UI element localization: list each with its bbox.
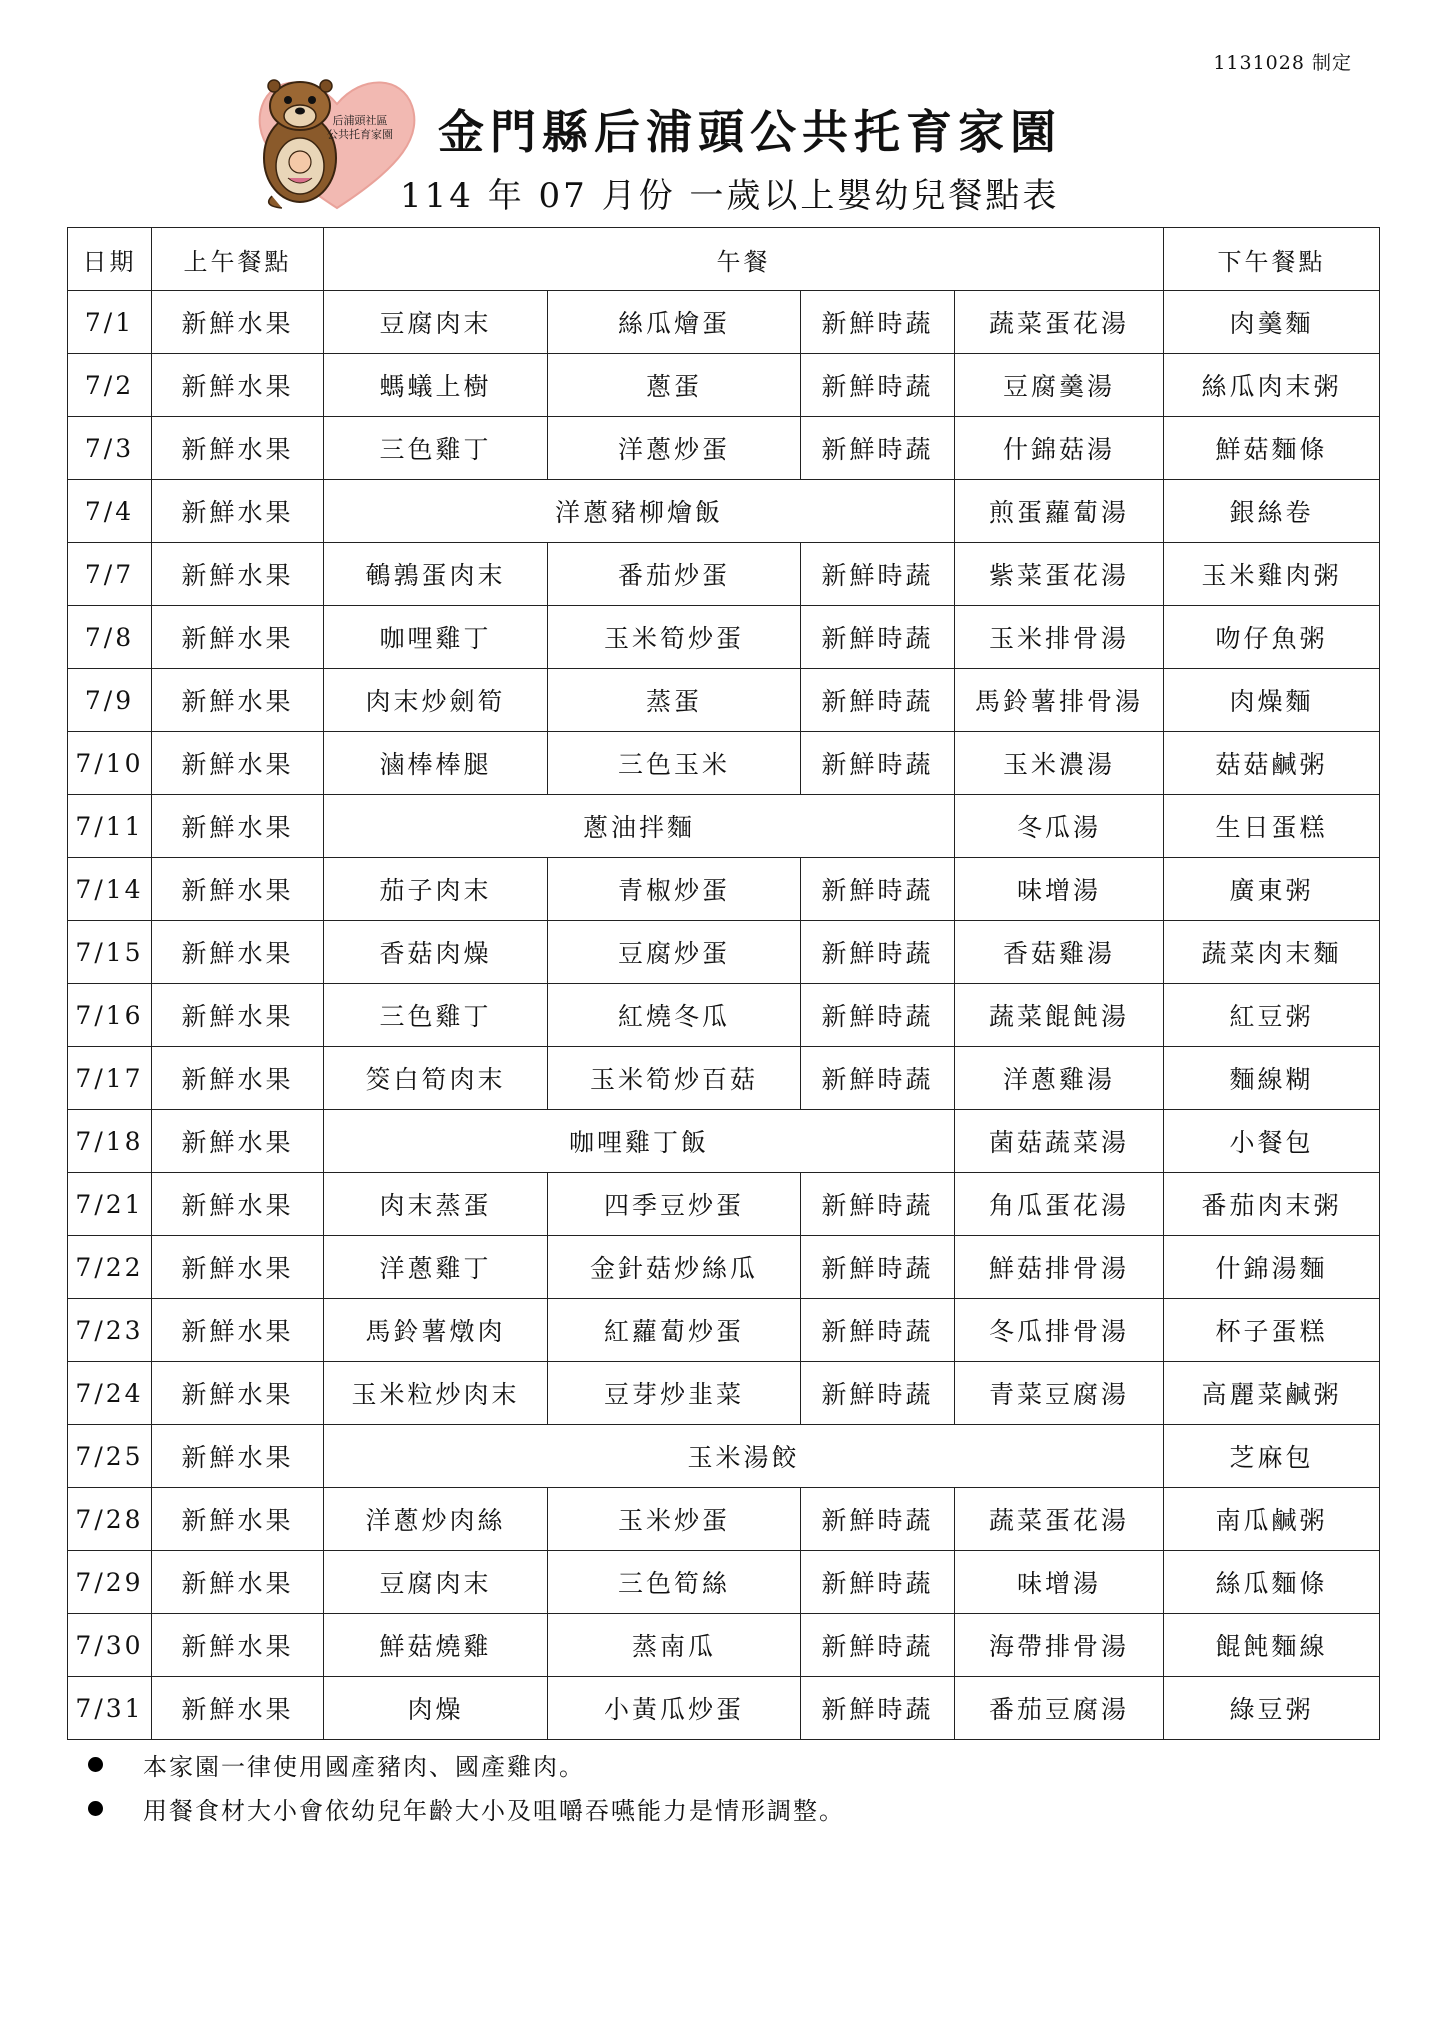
lunch-vegetable-cell: 新鮮時蔬 <box>801 921 955 984</box>
lunch-soup-cell: 番茄豆腐湯 <box>955 1677 1164 1740</box>
lunch-vegetable-cell: 新鮮時蔬 <box>801 732 955 795</box>
lunch-side-cell: 紅燒冬瓜 <box>548 984 801 1047</box>
date-cell: 7/16 <box>68 984 152 1047</box>
morning-snack-cell: 新鮮水果 <box>152 858 324 921</box>
table-row <box>68 984 1380 1047</box>
afternoon-snack-cell: 玉米雞肉粥 <box>1164 543 1380 606</box>
lunch-soup-cell: 蔬菜蛋花湯 <box>955 291 1164 354</box>
lunch-soup-cell: 冬瓜排骨湯 <box>955 1299 1164 1362</box>
lunch-vegetable-cell: 新鮮時蔬 <box>801 1614 955 1677</box>
lunch-main-cell: 豆腐肉末 <box>324 1551 548 1614</box>
morning-snack-cell: 新鮮水果 <box>152 1236 324 1299</box>
table-row <box>68 732 1380 795</box>
lunch-vegetable-cell: 新鮮時蔬 <box>801 1299 955 1362</box>
date-cell: 7/25 <box>68 1425 152 1488</box>
lunch-vegetable-cell: 新鮮時蔬 <box>801 1551 955 1614</box>
lunch-side-cell: 玉米筍炒蛋 <box>548 606 801 669</box>
table-row <box>68 858 1380 921</box>
lunch-vegetable-cell: 新鮮時蔬 <box>801 858 955 921</box>
table-row <box>68 1299 1380 1362</box>
afternoon-snack-cell: 絲瓜肉末粥 <box>1164 354 1380 417</box>
bullet-icon <box>88 1801 103 1816</box>
lunch-main-cell: 筊白筍肉末 <box>324 1047 548 1110</box>
lunch-side-cell: 番茄炒蛋 <box>548 543 801 606</box>
lunch-vegetable-cell: 新鮮時蔬 <box>801 1236 955 1299</box>
date-cell: 7/21 <box>68 1173 152 1236</box>
date-cell: 7/11 <box>68 795 152 858</box>
lunch-vegetable-cell: 新鮮時蔬 <box>801 606 955 669</box>
afternoon-snack-cell: 番茄肉末粥 <box>1164 1173 1380 1236</box>
lunch-vegetable-cell: 新鮮時蔬 <box>801 543 955 606</box>
date-cell: 7/7 <box>68 543 152 606</box>
table-row <box>68 543 1380 606</box>
date-cell: 7/30 <box>68 1614 152 1677</box>
afternoon-snack-cell: 芝麻包 <box>1164 1425 1380 1488</box>
lunch-side-cell: 三色筍絲 <box>548 1551 801 1614</box>
morning-snack-cell: 新鮮水果 <box>152 669 324 732</box>
lunch-vegetable-cell: 新鮮時蔬 <box>801 984 955 1047</box>
lunch-main-cell: 香菇肉燥 <box>324 921 548 984</box>
lunch-main-cell: 三色雞丁 <box>324 417 548 480</box>
lunch-side-cell: 紅蘿蔔炒蛋 <box>548 1299 801 1362</box>
note-text: 用餐食材大小會依幼兒年齡大小及咀嚼吞嚥能力是情形調整。 <box>143 1796 845 1825</box>
table-row <box>68 1236 1380 1299</box>
afternoon-snack-cell: 南瓜鹹粥 <box>1164 1488 1380 1551</box>
lunch-side-cell: 豆芽炒韭菜 <box>548 1362 801 1425</box>
morning-snack-cell: 新鮮水果 <box>152 1362 324 1425</box>
note-text: 本家園一律使用國產豬肉、國產雞肉。 <box>143 1752 585 1781</box>
afternoon-snack-cell: 肉羹麵 <box>1164 291 1380 354</box>
lunch-side-cell: 洋蔥炒蛋 <box>548 417 801 480</box>
table-row <box>68 417 1380 480</box>
lunch-soup-cell: 菌菇蔬菜湯 <box>955 1110 1164 1173</box>
lunch-vegetable-cell: 新鮮時蔬 <box>801 1488 955 1551</box>
table-row <box>68 1173 1380 1236</box>
morning-snack-cell: 新鮮水果 <box>152 1551 324 1614</box>
lunch-main-cell: 洋蔥炒肉絲 <box>324 1488 548 1551</box>
lunch-combo-cell: 玉米湯餃 <box>324 1425 1164 1488</box>
lunch-side-cell: 豆腐炒蛋 <box>548 921 801 984</box>
lunch-soup-cell: 冬瓜湯 <box>955 795 1164 858</box>
lunch-soup-cell: 馬鈴薯排骨湯 <box>955 669 1164 732</box>
afternoon-snack-cell: 麵線糊 <box>1164 1047 1380 1110</box>
date-cell: 7/8 <box>68 606 152 669</box>
lunch-soup-cell: 玉米排骨湯 <box>955 606 1164 669</box>
morning-snack-cell: 新鮮水果 <box>152 480 324 543</box>
lunch-main-cell: 咖哩雞丁 <box>324 606 548 669</box>
afternoon-snack-cell: 餛飩麵線 <box>1164 1614 1380 1677</box>
logo-text: 后浦頭社區 公共托育家園 <box>327 114 393 141</box>
lunch-main-cell: 鮮菇燒雞 <box>324 1614 548 1677</box>
morning-snack-cell: 新鮮水果 <box>152 291 324 354</box>
lunch-soup-cell: 蔬菜蛋花湯 <box>955 1488 1164 1551</box>
morning-snack-cell: 新鮮水果 <box>152 1488 324 1551</box>
afternoon-snack-cell: 鮮菇麵條 <box>1164 417 1380 480</box>
table-body <box>68 291 1380 1740</box>
page-subtitle: 114 年 07 月份 一歲以上嬰幼兒餐點表 <box>400 176 1060 216</box>
note-item <box>88 1742 845 1786</box>
afternoon-snack-cell: 杯子蛋糕 <box>1164 1299 1380 1362</box>
morning-snack-cell: 新鮮水果 <box>152 543 324 606</box>
afternoon-snack-cell: 菇菇鹹粥 <box>1164 732 1380 795</box>
morning-snack-cell: 新鮮水果 <box>152 1677 324 1740</box>
page-title: 金門縣后浦頭公共托育家園 <box>438 105 1062 159</box>
bullet-icon <box>88 1757 103 1772</box>
date-cell: 7/1 <box>68 291 152 354</box>
lunch-vegetable-cell: 新鮮時蔬 <box>801 417 955 480</box>
lunch-main-cell: 螞蟻上樹 <box>324 354 548 417</box>
afternoon-snack-cell: 高麗菜鹹粥 <box>1164 1362 1380 1425</box>
lunch-side-cell: 四季豆炒蛋 <box>548 1173 801 1236</box>
header-date: 日期 <box>68 228 152 291</box>
date-cell: 7/29 <box>68 1551 152 1614</box>
morning-snack-cell: 新鮮水果 <box>152 921 324 984</box>
morning-snack-cell: 新鮮水果 <box>152 795 324 858</box>
morning-snack-cell: 新鮮水果 <box>152 1614 324 1677</box>
afternoon-snack-cell: 小餐包 <box>1164 1110 1380 1173</box>
morning-snack-cell: 新鮮水果 <box>152 606 324 669</box>
daycare-logo <box>252 66 422 214</box>
header-afternoon-snack: 下午餐點 <box>1164 228 1380 291</box>
morning-snack-cell: 新鮮水果 <box>152 417 324 480</box>
table-row <box>68 1425 1380 1488</box>
lunch-vegetable-cell: 新鮮時蔬 <box>801 354 955 417</box>
lunch-soup-cell: 青菜豆腐湯 <box>955 1362 1164 1425</box>
lunch-combo-cell: 蔥油拌麵 <box>324 795 955 858</box>
lunch-vegetable-cell: 新鮮時蔬 <box>801 669 955 732</box>
table-row <box>68 480 1380 543</box>
afternoon-snack-cell: 綠豆粥 <box>1164 1677 1380 1740</box>
lunch-main-cell: 馬鈴薯燉肉 <box>324 1299 548 1362</box>
lunch-soup-cell: 角瓜蛋花湯 <box>955 1173 1164 1236</box>
morning-snack-cell: 新鮮水果 <box>152 1047 324 1110</box>
lunch-side-cell: 玉米炒蛋 <box>548 1488 801 1551</box>
date-cell: 7/15 <box>68 921 152 984</box>
morning-snack-cell: 新鮮水果 <box>152 984 324 1047</box>
table-row <box>68 354 1380 417</box>
lunch-soup-cell: 海帶排骨湯 <box>955 1614 1164 1677</box>
date-cell: 7/28 <box>68 1488 152 1551</box>
lunch-main-cell: 鵪鶉蛋肉末 <box>324 543 548 606</box>
lunch-main-cell: 玉米粒炒肉末 <box>324 1362 548 1425</box>
lunch-main-cell: 肉末蒸蛋 <box>324 1173 548 1236</box>
table-row <box>68 1614 1380 1677</box>
date-cell: 7/31 <box>68 1677 152 1740</box>
table-row <box>68 291 1380 354</box>
lunch-side-cell: 青椒炒蛋 <box>548 858 801 921</box>
table-row <box>68 1488 1380 1551</box>
lunch-vegetable-cell: 新鮮時蔬 <box>801 1173 955 1236</box>
morning-snack-cell: 新鮮水果 <box>152 1299 324 1362</box>
lunch-soup-cell: 玉米濃湯 <box>955 732 1164 795</box>
date-cell: 7/9 <box>68 669 152 732</box>
lunch-main-cell: 肉末炒劍筍 <box>324 669 548 732</box>
table-row <box>68 1551 1380 1614</box>
lunch-side-cell: 小黃瓜炒蛋 <box>548 1677 801 1740</box>
lunch-main-cell: 三色雞丁 <box>324 984 548 1047</box>
morning-snack-cell: 新鮮水果 <box>152 1110 324 1173</box>
table-row <box>68 1047 1380 1110</box>
lunch-main-cell: 肉燥 <box>324 1677 548 1740</box>
lunch-soup-cell: 煎蛋蘿蔔湯 <box>955 480 1164 543</box>
lunch-side-cell: 絲瓜燴蛋 <box>548 291 801 354</box>
lunch-soup-cell: 豆腐羹湯 <box>955 354 1164 417</box>
lunch-combo-cell: 咖哩雞丁飯 <box>324 1110 955 1173</box>
morning-snack-cell: 新鮮水果 <box>152 732 324 795</box>
lunch-main-cell: 洋蔥雞丁 <box>324 1236 548 1299</box>
note-item <box>88 1786 845 1830</box>
lunch-soup-cell: 什錦菇湯 <box>955 417 1164 480</box>
date-cell: 7/23 <box>68 1299 152 1362</box>
table-header-row <box>68 228 1380 291</box>
lunch-side-cell: 三色玉米 <box>548 732 801 795</box>
afternoon-snack-cell: 紅豆粥 <box>1164 984 1380 1047</box>
lunch-soup-cell: 蔬菜餛飩湯 <box>955 984 1164 1047</box>
lunch-side-cell: 蒸南瓜 <box>548 1614 801 1677</box>
morning-snack-cell: 新鮮水果 <box>152 1425 324 1488</box>
table-row <box>68 921 1380 984</box>
date-cell: 7/3 <box>68 417 152 480</box>
afternoon-snack-cell: 什錦湯麵 <box>1164 1236 1380 1299</box>
afternoon-snack-cell: 絲瓜麵條 <box>1164 1551 1380 1614</box>
lunch-soup-cell: 味增湯 <box>955 1551 1164 1614</box>
lunch-side-cell: 玉米筍炒百菇 <box>548 1047 801 1110</box>
date-cell: 7/14 <box>68 858 152 921</box>
date-cell: 7/10 <box>68 732 152 795</box>
header-lunch: 午餐 <box>324 228 1164 291</box>
morning-snack-cell: 新鮮水果 <box>152 354 324 417</box>
lunch-soup-cell: 洋蔥雞湯 <box>955 1047 1164 1110</box>
lunch-vegetable-cell: 新鮮時蔬 <box>801 1047 955 1110</box>
table-row <box>68 1362 1380 1425</box>
lunch-side-cell: 蒸蛋 <box>548 669 801 732</box>
table-row <box>68 1677 1380 1740</box>
afternoon-snack-cell: 肉燥麵 <box>1164 669 1380 732</box>
lunch-main-cell: 豆腐肉末 <box>324 291 548 354</box>
lunch-soup-cell: 味增湯 <box>955 858 1164 921</box>
lunch-soup-cell: 鮮菇排骨湯 <box>955 1236 1164 1299</box>
header-morning-snack: 上午餐點 <box>152 228 324 291</box>
afternoon-snack-cell: 蔬菜肉末麵 <box>1164 921 1380 984</box>
date-cell: 7/18 <box>68 1110 152 1173</box>
lunch-side-cell: 蔥蛋 <box>548 354 801 417</box>
afternoon-snack-cell: 吻仔魚粥 <box>1164 606 1380 669</box>
lunch-soup-cell: 香菇雞湯 <box>955 921 1164 984</box>
meal-table <box>67 227 1380 1740</box>
table-row <box>68 1110 1380 1173</box>
afternoon-snack-cell: 銀絲卷 <box>1164 480 1380 543</box>
table-row <box>68 606 1380 669</box>
notes <box>88 1742 845 1830</box>
date-cell: 7/2 <box>68 354 152 417</box>
date-cell: 7/4 <box>68 480 152 543</box>
lunch-main-cell: 滷棒棒腿 <box>324 732 548 795</box>
lunch-soup-cell: 紫菜蛋花湯 <box>955 543 1164 606</box>
lunch-vegetable-cell: 新鮮時蔬 <box>801 1677 955 1740</box>
lunch-vegetable-cell: 新鮮時蔬 <box>801 291 955 354</box>
lunch-main-cell: 茄子肉末 <box>324 858 548 921</box>
document-code: 1131028 制定 <box>1213 52 1352 74</box>
table-row <box>68 795 1380 858</box>
morning-snack-cell: 新鮮水果 <box>152 1173 324 1236</box>
table-row <box>68 669 1380 732</box>
lunch-vegetable-cell: 新鮮時蔬 <box>801 1362 955 1425</box>
date-cell: 7/24 <box>68 1362 152 1425</box>
date-cell: 7/17 <box>68 1047 152 1110</box>
lunch-side-cell: 金針菇炒絲瓜 <box>548 1236 801 1299</box>
lunch-combo-cell: 洋蔥豬柳燴飯 <box>324 480 955 543</box>
afternoon-snack-cell: 廣東粥 <box>1164 858 1380 921</box>
afternoon-snack-cell: 生日蛋糕 <box>1164 795 1380 858</box>
date-cell: 7/22 <box>68 1236 152 1299</box>
